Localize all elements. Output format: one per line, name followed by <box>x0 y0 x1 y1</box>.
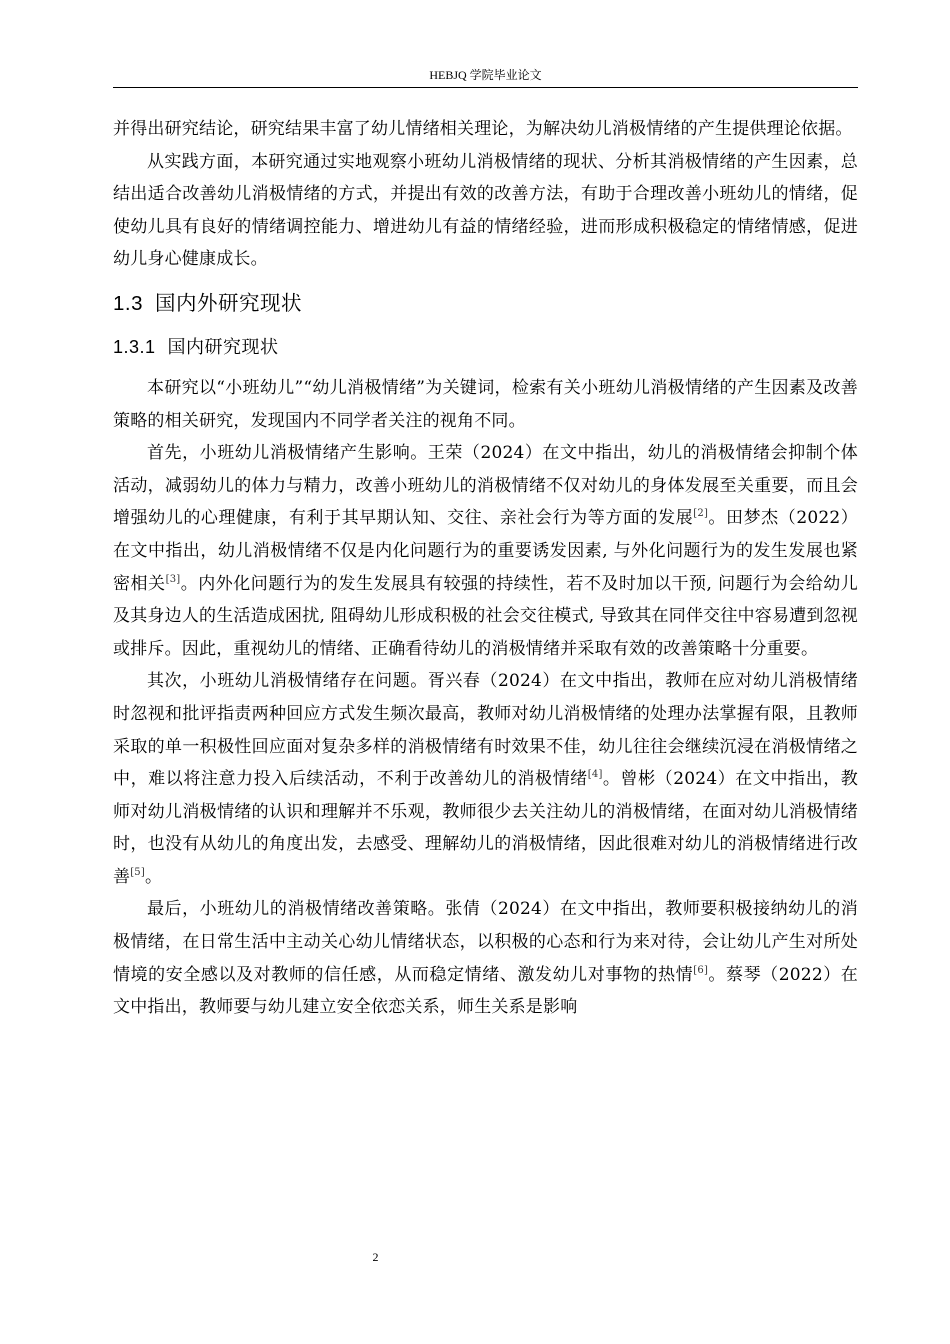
text-run: 最后，小班幼儿的消极情绪改善策略。张倩（2024）在文中指出，教师要积极接纳幼儿的消极情绪，在日常生活中主动关心幼儿情绪状态，以积极的心态和行为来对待，会让幼儿产生对所处情境的安全感以及对教师的信任感，从而稳定情绪、激发幼儿对事物的热情 <box>113 899 858 985</box>
header-rule <box>113 87 858 88</box>
citation-ref: [3] <box>165 573 181 585</box>
text-run: 其次，小班幼儿消极情绪存在问题。胥兴春（2024）在文中指出，教师在应对幼儿消极情绪时忽视和批评指责两种回应方式发生频次最高，教师对幼儿消极情绪的处理办法掌握有限，且教师采取的单一积极性回应面对复杂多样的消极情绪有时效果不佳，幼儿往往会继续沉浸在消极情绪之中，难以将注意力投入后续活动，不利于改善幼儿的消极情绪 <box>113 671 858 790</box>
section-number: 1.3 <box>113 291 143 315</box>
paragraph-intro: 本研究以“小班幼儿”“幼儿消极情绪”为关键词，检索有关小班幼儿消极情绪的产生因素及改善策略的相关研究，发现国内不同学者关注的视角不同。 <box>113 377 858 431</box>
subsection-heading <box>113 334 858 360</box>
running-header: HEBJQ 学院毕业论文 <box>429 68 542 82</box>
text-run: 。 <box>144 866 163 887</box>
paragraph-continued: 并得出研究结论，研究结果丰富了幼儿情绪相关理论，为解决幼儿消极情绪的产生提供理论依据。 <box>113 119 853 139</box>
paragraph-practice: 从实践方面，本研究通过实地观察小班幼儿消极情绪的现状、分析其消极情绪的产生因素，总结出适合改善幼儿消极情绪的方式，并提出有效的改善方法，有助于合理改善小班幼儿的情绪，促使幼儿具有良好的情绪调控能力、增进幼儿有益的情绪经验，进而形成积极稳定的情绪情感，促进幼儿身心健康成长。 <box>113 151 858 270</box>
text-run: 。内外化问题行为的发生发展具有较强的持续性，若不及时加以干预, 问题行为会给幼儿及其身边人的生活造成困扰, 阻碍幼儿形成积极的社会交往模式, 导致其在同伴交往中容易遭到忽视或排斥。因此，重视幼儿的情绪、正确看待幼儿的消极情绪并采取有效的改善策略十分重要。 <box>113 573 858 659</box>
citation-ref: [5] <box>130 866 145 878</box>
text-run: 。蔡琴（2022）在文中指出，教师要与幼儿建立安全依恋关系，师生关系是影响 <box>113 964 858 1018</box>
citation-ref: [4] <box>587 769 603 781</box>
subsection-number: 1.3.1 <box>113 336 156 357</box>
citation-ref: [2] <box>693 508 709 520</box>
page-body <box>113 113 858 1024</box>
text-run: 。田梦杰（2022）在文中指出，幼儿消极情绪不仅是内化问题行为的重要诱发因素, 与外化问题行为的发生发展也紧密相关 <box>113 508 858 594</box>
paragraph-first <box>113 437 858 665</box>
text-run: 。曾彬（2024）在文中指出，教师对幼儿消极情绪的认识和理解并不乐观，教师很少去关注幼儿的消极情绪，在面对幼儿消极情绪时，也没有从幼儿的角度出发，去感受、理解幼儿的消极情绪，因此很难对幼儿的消极情绪进行改善 <box>113 769 859 887</box>
page-number: 2 <box>372 1250 379 1264</box>
section-title: 国内外研究现状 <box>155 291 302 315</box>
paragraph-second <box>113 665 858 893</box>
citation-ref: [6] <box>693 964 709 976</box>
subsection-title: 国内研究现状 <box>167 336 279 357</box>
text-run: 首先，小班幼儿消极情绪产生影响。王荣（2024）在文中指出，幼儿的消极情绪会抑制个体活动，减弱幼儿的体力与精力，改善小班幼儿的消极情绪不仅对幼儿的身体发展至关重要，而且会增强幼儿的心理健康，有利于其早期认知、交往、亲社会行为等方面的发展 <box>113 443 858 529</box>
paragraph-last <box>113 893 858 1023</box>
section-heading <box>113 290 858 318</box>
